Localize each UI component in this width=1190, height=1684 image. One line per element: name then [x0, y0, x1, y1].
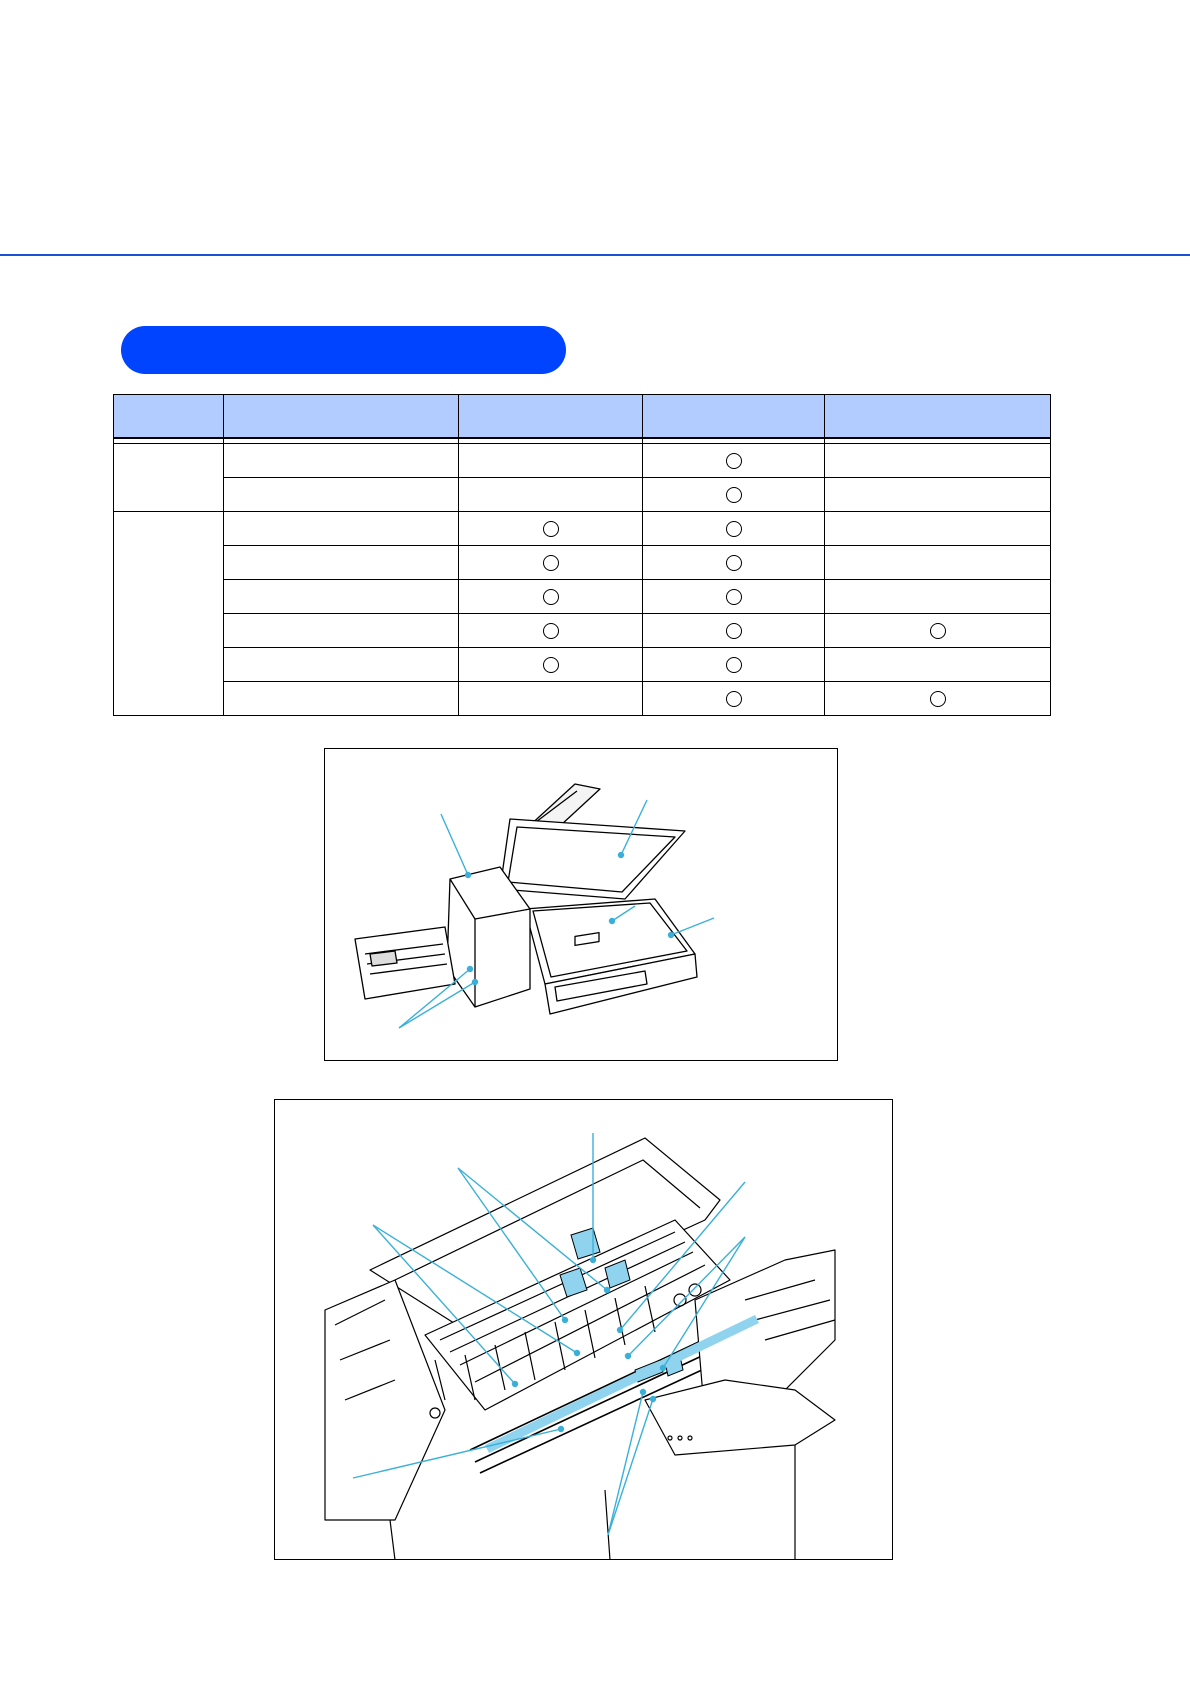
check-cell — [643, 614, 825, 648]
table-row — [114, 512, 1051, 546]
section-heading-pill — [121, 326, 566, 374]
group-cell — [114, 444, 224, 512]
circle-mark-icon — [726, 487, 742, 503]
check-cell — [825, 614, 1051, 648]
header-rule — [0, 254, 1190, 256]
table-row — [114, 580, 1051, 614]
circle-mark-icon — [543, 657, 559, 673]
table-row — [114, 648, 1051, 682]
scanner-overview-figure — [324, 748, 838, 1061]
group-cell — [114, 512, 224, 716]
circle-mark-icon — [543, 555, 559, 571]
part-cell — [224, 478, 459, 512]
check-cell — [825, 682, 1051, 716]
check-cell — [643, 478, 825, 512]
table-row — [114, 546, 1051, 580]
check-cell — [459, 546, 643, 580]
header-cell — [643, 395, 825, 439]
adf-interior-drawing — [275, 1100, 892, 1559]
part-cell — [224, 546, 459, 580]
header-cell — [459, 395, 643, 439]
header-cell — [825, 395, 1051, 439]
check-cell — [643, 682, 825, 716]
circle-mark-icon — [726, 691, 742, 707]
circle-mark-icon — [543, 623, 559, 639]
check-cell — [459, 580, 643, 614]
check-cell — [459, 444, 643, 478]
circle-mark-icon — [726, 623, 742, 639]
check-cell — [643, 444, 825, 478]
scanner-overview-drawing — [325, 749, 837, 1060]
check-cell — [825, 546, 1051, 580]
circle-mark-icon — [930, 623, 946, 639]
circle-mark-icon — [726, 521, 742, 537]
part-cell — [224, 444, 459, 478]
header-cell — [224, 395, 459, 439]
circle-mark-icon — [726, 453, 742, 469]
check-cell — [459, 614, 643, 648]
check-cell — [459, 512, 643, 546]
check-cell — [825, 648, 1051, 682]
circle-mark-icon — [543, 589, 559, 605]
table-row — [114, 682, 1051, 716]
check-cell — [825, 478, 1051, 512]
check-cell — [825, 444, 1051, 478]
check-cell — [643, 580, 825, 614]
header-cell — [114, 395, 224, 439]
circle-mark-icon — [726, 657, 742, 673]
adf-interior-figure — [274, 1099, 893, 1560]
check-cell — [459, 682, 643, 716]
part-cell — [224, 648, 459, 682]
circle-mark-icon — [726, 589, 742, 605]
table-row — [114, 444, 1051, 478]
check-cell — [643, 648, 825, 682]
circle-mark-icon — [930, 691, 946, 707]
check-cell — [459, 648, 643, 682]
table-header-row — [114, 395, 1051, 439]
part-cell — [224, 580, 459, 614]
check-cell — [825, 512, 1051, 546]
cleaning-table — [113, 394, 1051, 716]
check-cell — [643, 546, 825, 580]
circle-mark-icon — [543, 521, 559, 537]
check-cell — [459, 478, 643, 512]
table-row — [114, 614, 1051, 648]
part-cell — [224, 614, 459, 648]
circle-mark-icon — [726, 555, 742, 571]
check-cell — [825, 580, 1051, 614]
part-cell — [224, 512, 459, 546]
check-cell — [643, 512, 825, 546]
part-cell — [224, 682, 459, 716]
table-row — [114, 478, 1051, 512]
